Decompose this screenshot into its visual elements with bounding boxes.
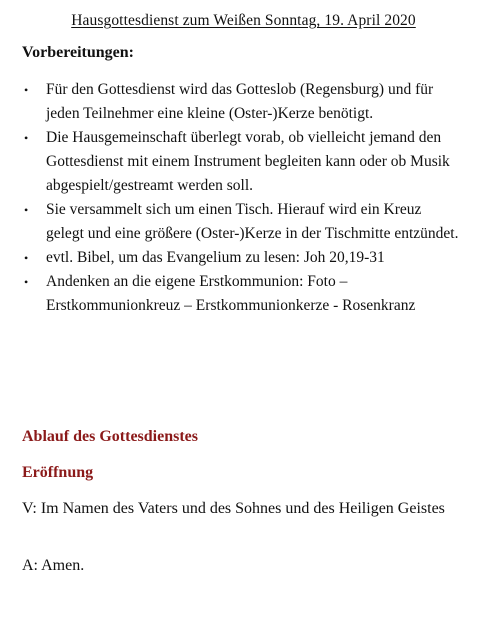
list-item (22, 246, 462, 270)
bullet-icon: • (24, 83, 29, 97)
document-title: Hausgottesdienst zum Weißen Sonntag, 19. April 2020 (71, 12, 416, 29)
list-item (22, 78, 462, 126)
list-item (22, 270, 462, 318)
list-item-text: Für den Gottesdienst wird das Gotteslob (Regensburg) und für jeden Teilnehmer eine kleine (Oster-)Kerze benötigt. (46, 81, 434, 122)
leader-line: V: Im Namen des Vaters und des Sohnes und des Heiligen Geistes (22, 500, 445, 517)
order-of-service-heading: Ablauf des Gottesdienstes (22, 428, 199, 445)
preparations-list (22, 78, 462, 318)
list-item-text: evtl. Bibel, um das Evangelium zu lesen: Joh 20,19-31 (46, 249, 385, 266)
bullet-icon: • (24, 203, 29, 217)
preparations-heading: Vorbereitungen: (22, 44, 134, 61)
list-item-text: Die Hausgemeinschaft überlegt vorab, ob vielleicht jemand den Gottesdienst mit einem Instrument begleiten kann oder ob Musik abgespielt/gestreamt werden soll. (46, 129, 450, 194)
bullet-icon: • (24, 251, 29, 265)
response-line: A: Amen. (22, 557, 85, 574)
list-item (22, 126, 462, 198)
list-item-text: Sie versammelt sich um einen Tisch. Hierauf wird ein Kreuz gelegt und eine größere (Oster-)Kerze in der Tischmitte entzündet. (46, 201, 459, 242)
list-item-text: Andenken an die eigene Erstkommunion: Foto – Erstkommunionkreuz – Erstkommunionkerze - Rosenkranz (46, 273, 416, 314)
bullet-icon: • (24, 131, 29, 145)
opening-heading: Eröffnung (22, 464, 94, 481)
bullet-icon: • (24, 275, 29, 289)
list-item (22, 198, 462, 246)
